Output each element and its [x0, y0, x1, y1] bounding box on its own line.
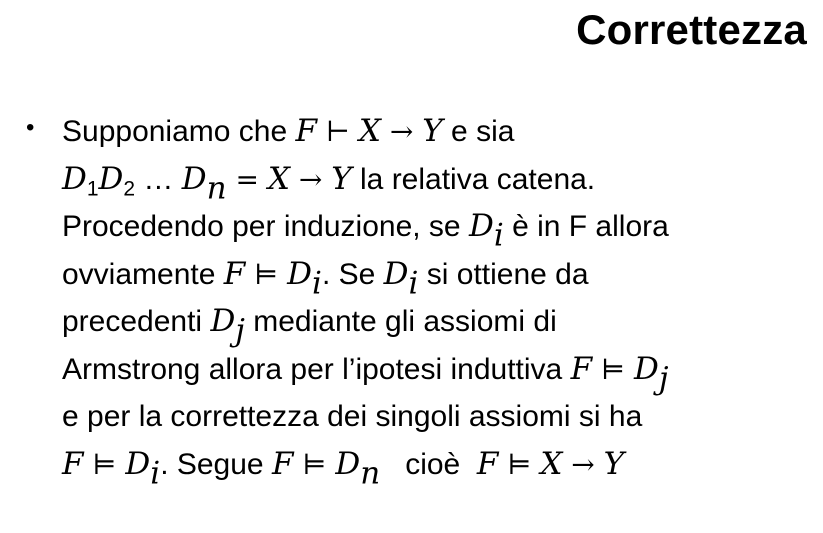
math-subscript: n: [360, 454, 381, 491]
math-operator: ⊨: [592, 352, 634, 386]
math-subscript: i: [493, 217, 504, 254]
slide-title: Correttezza: [576, 6, 807, 53]
math-symbol: F: [62, 445, 84, 482]
text-span: . Se: [321, 257, 384, 291]
text-span: Procedendo per induzione, se: [62, 210, 469, 243]
math-operator: →: [380, 115, 423, 148]
math-symbol: Y: [422, 113, 443, 149]
math-subscript: i: [312, 264, 322, 301]
math-symbol: D: [468, 208, 494, 244]
text-line-4: [62, 251, 822, 299]
text-span: precedenti: [62, 305, 211, 338]
text-span: e sia: [442, 115, 515, 148]
math-symbol: F: [295, 113, 318, 149]
text-span: mediante gli assiomi di: [244, 305, 557, 338]
text-span: . Segue: [160, 447, 272, 481]
bullet-marker: •: [26, 114, 35, 141]
math-subscript: j: [235, 312, 245, 349]
math-symbol: Y: [331, 160, 352, 197]
math-symbol: D: [633, 350, 659, 387]
math-symbol: F: [476, 445, 499, 482]
text-span: è in F allora: [503, 210, 669, 243]
math-operator: →: [289, 162, 332, 196]
math-operator: →: [562, 447, 604, 481]
math-symbol: F: [570, 350, 593, 387]
math-symbol: D: [335, 445, 361, 482]
math-subscript: n: [206, 169, 227, 206]
math-operator: ⊢: [317, 115, 359, 148]
math-subscript: i: [408, 264, 419, 301]
math-subscript: i: [150, 454, 161, 491]
math-operator: =: [226, 162, 268, 196]
math-operator: ⊨: [498, 447, 541, 481]
math-operator: ⊨: [83, 447, 126, 481]
text-span: ovviamente: [62, 257, 224, 291]
text-span: si ottiene da: [418, 257, 589, 291]
bullet-text: [62, 108, 822, 491]
math-subscript: j: [658, 359, 669, 396]
text-span: cioè: [380, 447, 477, 481]
math-symbol: D: [62, 160, 87, 197]
math-operator: ⊨: [293, 447, 336, 481]
text-line-2: [62, 156, 822, 204]
math-symbol: D: [383, 255, 409, 292]
math-symbol: X: [358, 113, 381, 149]
text-span: Armstrong allora per l’ipotesi induttiva: [62, 352, 571, 386]
math-subscript: 1: [86, 176, 99, 200]
math-symbol: D: [98, 160, 124, 197]
math-symbol: D: [210, 303, 236, 339]
text-line-3: [62, 203, 822, 254]
text-span: la relativa catena.: [351, 162, 596, 196]
math-symbol: F: [223, 255, 246, 292]
text-line-5: [62, 298, 822, 349]
math-symbol: F: [271, 445, 294, 482]
text-line-6: [62, 346, 822, 394]
text-span: …: [135, 162, 182, 196]
text-span: Supponiamo che: [62, 115, 296, 148]
math-symbol: X: [540, 445, 563, 482]
math-subscript: 2: [123, 176, 136, 200]
math-symbol: D: [125, 445, 151, 482]
text-line-7: [62, 393, 822, 441]
text-line-8: [62, 441, 822, 489]
math-symbol: X: [267, 160, 290, 197]
math-operator: ⊨: [245, 257, 288, 291]
text-line-1: [62, 108, 822, 156]
math-symbol: D: [181, 160, 207, 197]
math-symbol: D: [287, 255, 313, 292]
text-span: e per la correttezza dei singoli assiomi si ha: [62, 400, 643, 433]
math-symbol: Y: [603, 445, 625, 482]
